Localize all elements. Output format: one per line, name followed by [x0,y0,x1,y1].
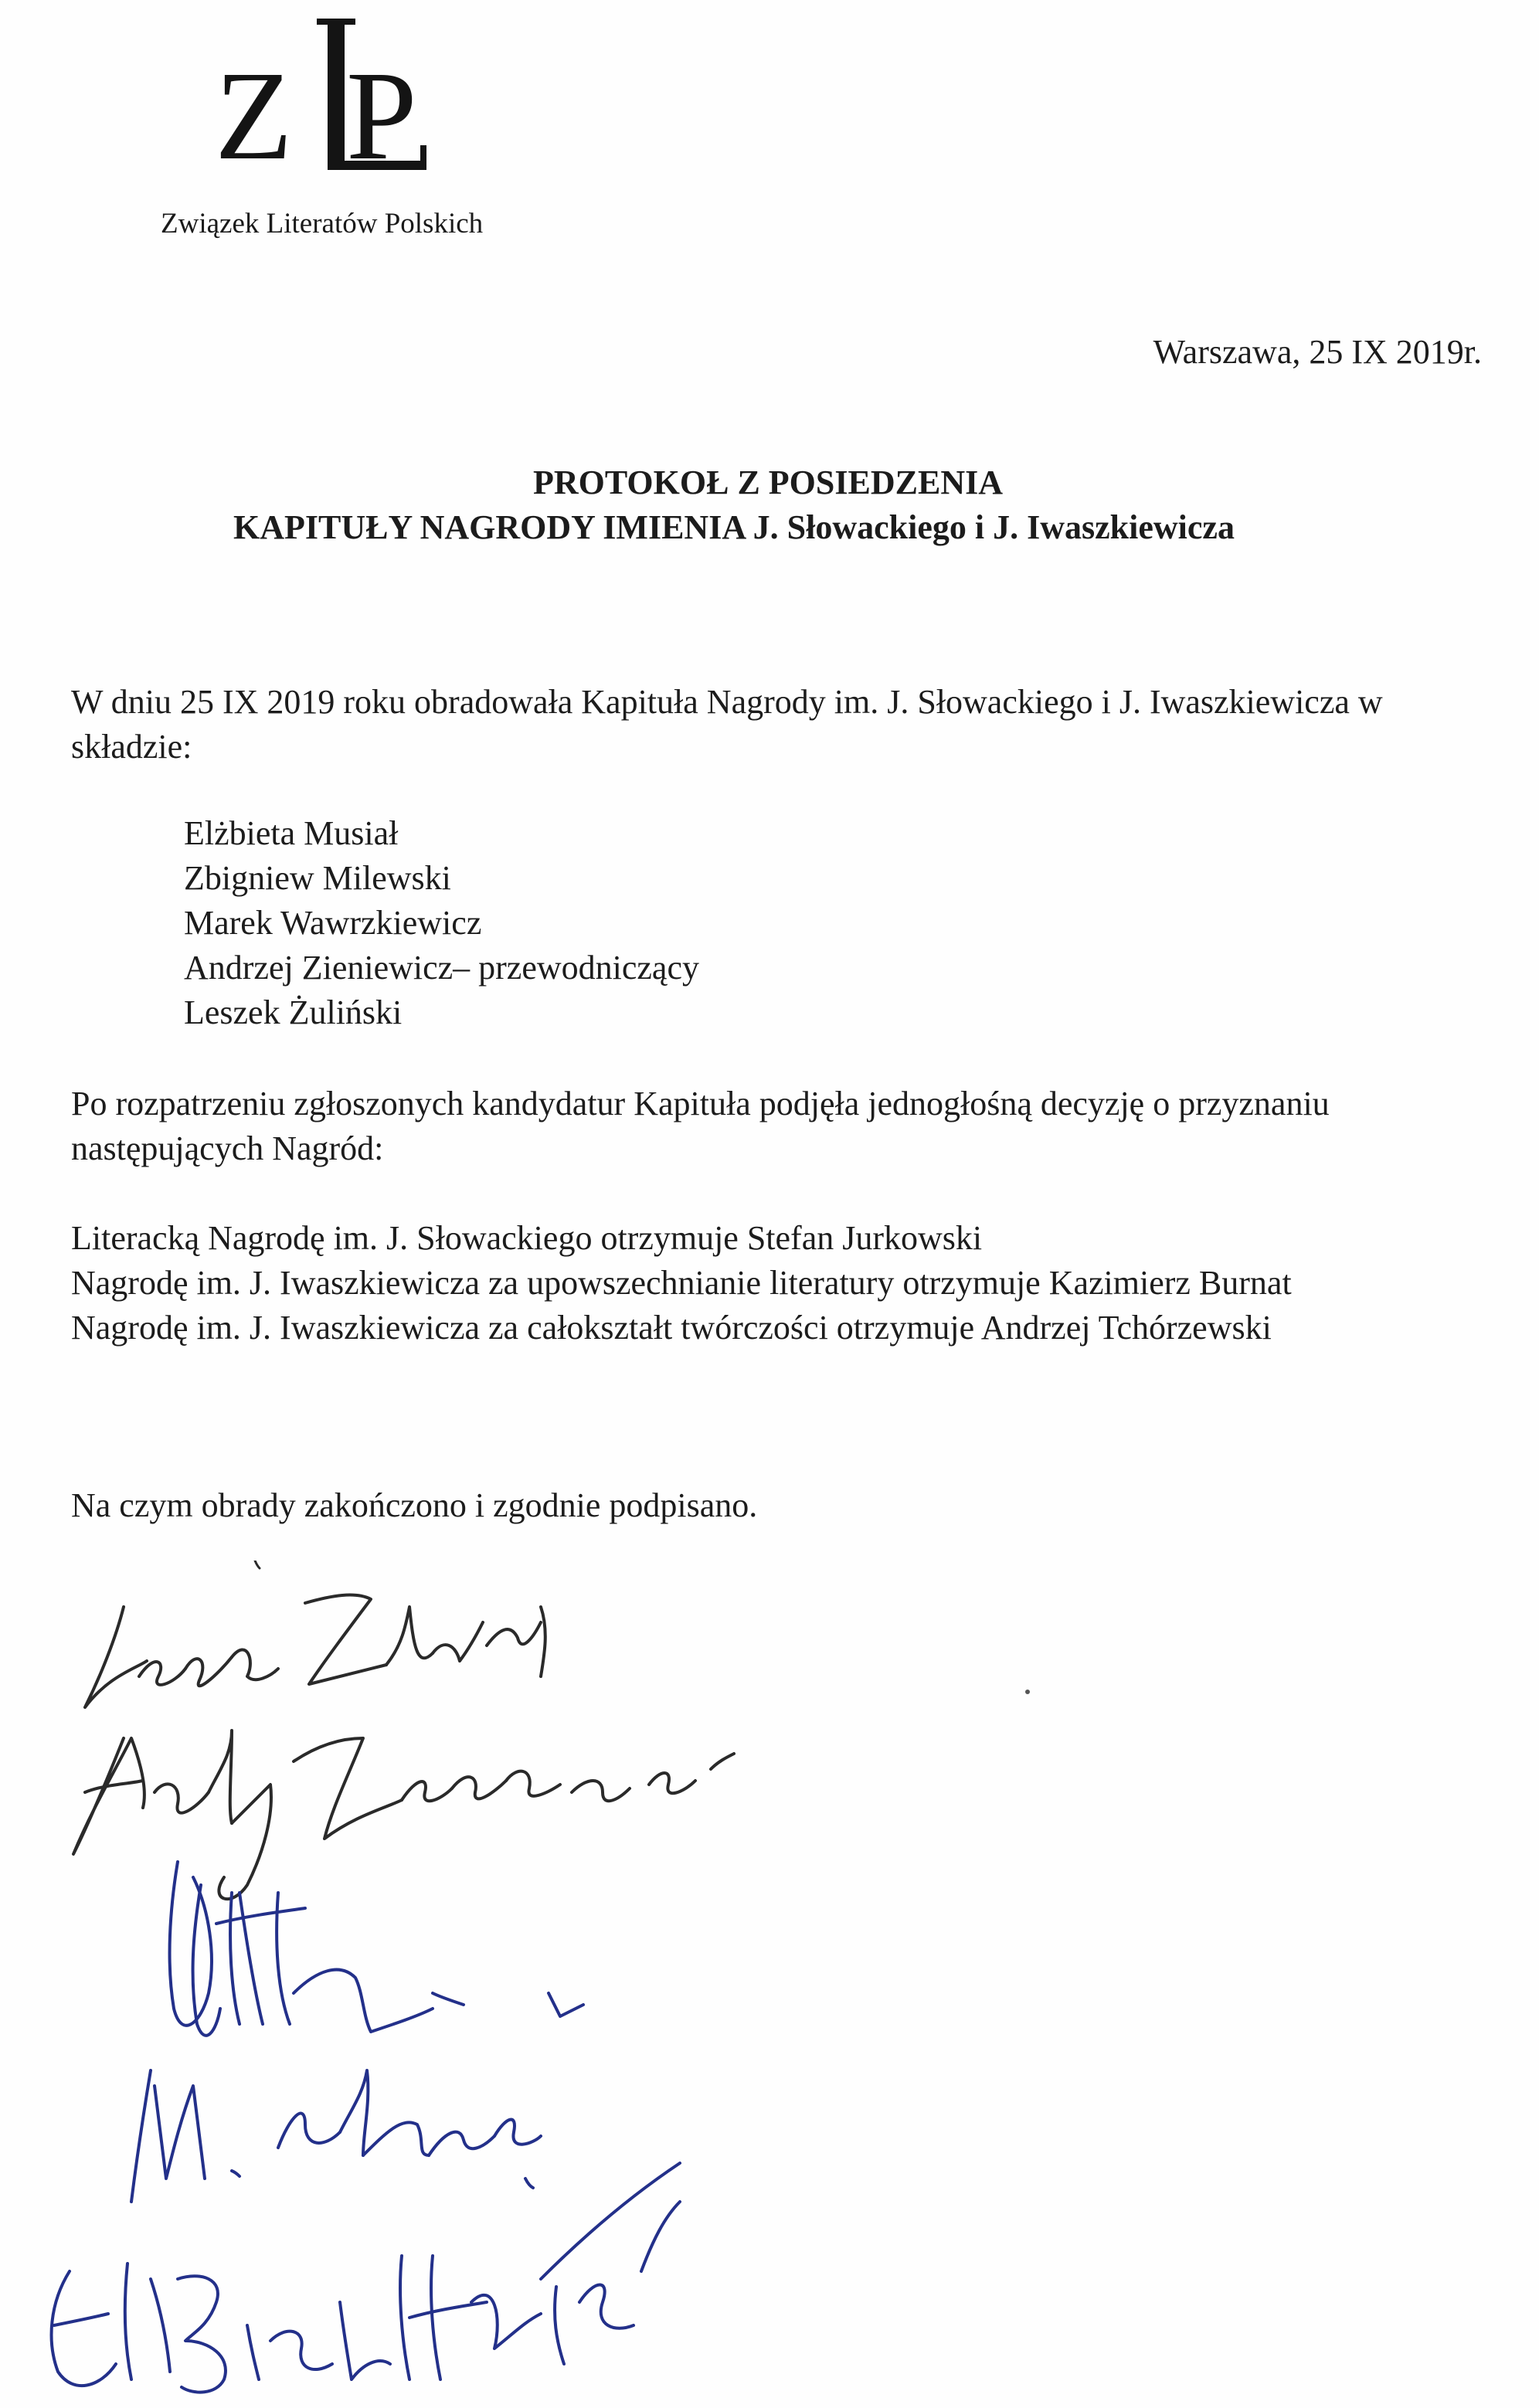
signatures-area [0,1561,1539,2408]
svg-text:Z: Z [215,45,293,186]
stray-ink-mark [255,1561,1030,1694]
closing-sentence: Na czym obrady zakończono i zgodnie podpisano. [71,1486,758,1524]
award-item: Nagrodę im. J. Iwaszkiewicza za upowszechnianie literatury otrzymuje Kazimierz Burnat [71,1264,1292,1302]
member-item: Elżbieta Musiał [184,814,399,852]
signature-zulinski [85,1595,545,1707]
decision-line-1: Po rozpatrzeniu zgłoszonych kandydatur Kapituła podjęła jednogłośną decyzję o przyznaniu [71,1085,1330,1122]
member-item: Andrzej Zieniewicz– przewodniczący [184,949,699,987]
awards-list [71,1216,1292,1350]
decision-line-2: następujących Nagród: [71,1129,384,1167]
title-line-2: KAPITUŁY NAGRODY IMIENIA J. Słowackiego i J. Iwaszkiewicza [233,508,1235,546]
member-item: Marek Wawrzkiewicz [184,904,482,942]
intro-line-2: składzie: [71,728,192,766]
members-list [184,811,699,1035]
svg-text:P: P [346,45,417,186]
document-date: Warszawa, 25 IX 2019r. [1153,333,1482,371]
signature-wawrzkiewicz [131,2070,541,2202]
signature-musial [52,2163,680,2393]
award-item: Literacką Nagrodę im. J. Słowackiego otrzymuje Stefan Jurkowski [71,1219,983,1257]
intro-line-1: W dniu 25 IX 2019 roku obradowała Kapituła Nagrody im. J. Słowackiego i J. Iwaszkiewicza w [71,683,1383,721]
intro-paragraph [71,680,1383,769]
document-title [0,460,1539,550]
award-item: Nagrodę im. J. Iwaszkiewicza za całokształt twórczości otrzymuje Andrzej Tchórzewski [71,1309,1272,1347]
organization-name: Związek Literatów Polskich [161,208,484,239]
signature-zieniewicz [73,1730,734,1899]
member-item: Leszek Żuliński [184,993,403,1031]
decision-paragraph [71,1082,1330,1171]
title-line-1: PROTOKOŁ Z POSIEDZENIA [533,464,1003,501]
member-item: Zbigniew Milewski [184,859,451,897]
zlp-logo [155,0,587,255]
signature-milewski [170,1862,583,2036]
